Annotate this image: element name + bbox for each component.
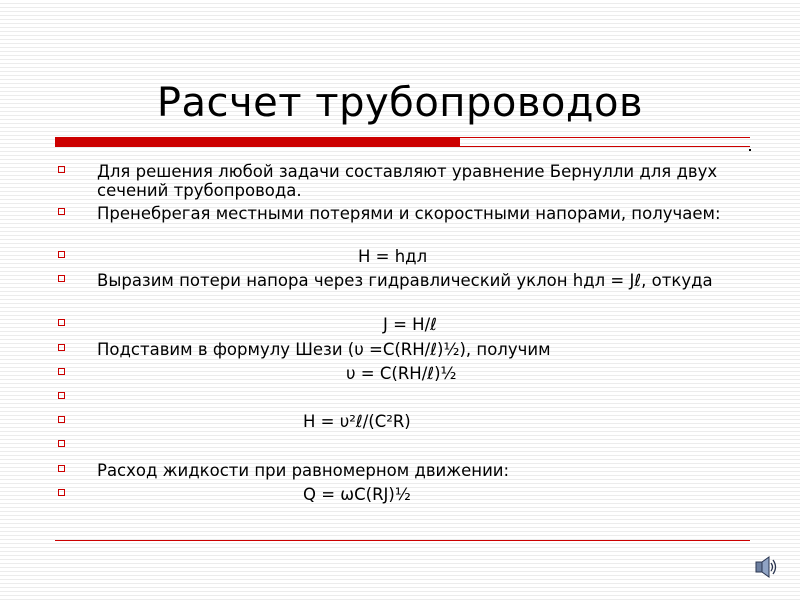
- bullet-formula: J = H/ℓ: [383, 315, 437, 334]
- bullet-square-icon: [58, 489, 65, 496]
- slide-title: Расчет трубопроводов: [156, 80, 644, 126]
- bullet-square-icon: [58, 275, 65, 282]
- bullet-formula: H = υ²ℓ/(C²R): [303, 412, 411, 431]
- bottom-divider: [55, 540, 750, 541]
- bullet-square-icon: [58, 251, 65, 258]
- bullet-square-icon: [58, 440, 65, 447]
- bullet-formula: Q = ωC(RJ)½: [303, 485, 411, 504]
- bullet-text: Выразим потери напора через гидравлический уклон hдл = Jℓ, откуда: [97, 271, 713, 290]
- bullet-square-icon: [58, 465, 65, 472]
- bullet-text: Расход жидкости при равномерном движении:: [97, 461, 510, 480]
- bullet-formula: H = hдл: [358, 247, 428, 266]
- bullet-formula: υ = C(RH/ℓ)½: [346, 364, 457, 383]
- bullet-text: Для решения любой задачи составляют уравнение Бернулли для двух сечений трубопровода.: [97, 162, 718, 200]
- bullet-square-icon: [58, 392, 65, 399]
- speaker-icon[interactable]: [754, 554, 778, 580]
- bullet-square-icon: [58, 319, 65, 326]
- bullet-text: Пренебрегая местными потерями и скоростными напорами, получаем:: [97, 204, 721, 223]
- bullet-square-icon: [58, 344, 65, 351]
- bullet-square-icon: [58, 166, 65, 173]
- bullet-square-icon: [58, 416, 65, 423]
- bullet-square-icon: [58, 368, 65, 375]
- bullet-square-icon: [58, 208, 65, 215]
- bullet-text: Подставим в формулу Шези (υ =C(RH/ℓ)½), получим: [97, 340, 551, 359]
